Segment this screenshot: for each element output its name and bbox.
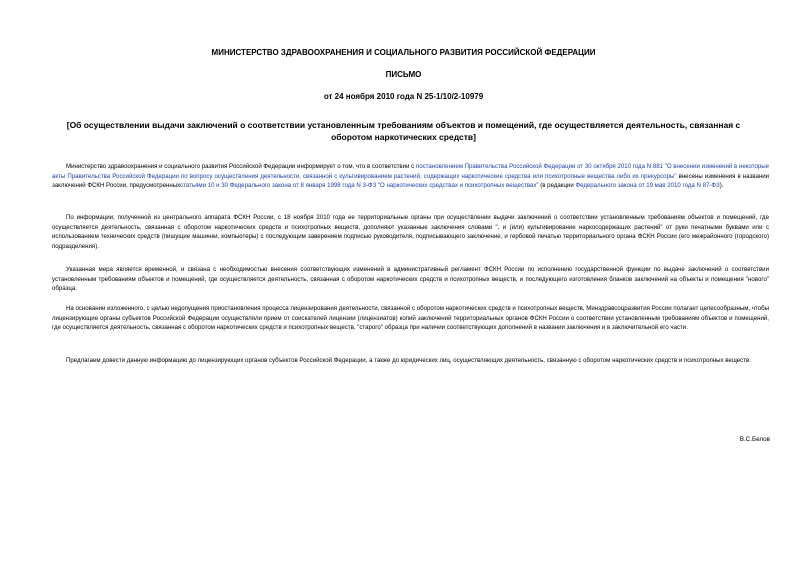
paragraph-3: Указанная мера является временной, и связана с необходимостью внесения соответствующих изменений в административный регламент ФСКН России по исполнению государственной функции по выдаче заключений о соответствии установленным требованиям объектов и помещений, где осуществляется деятельность, связанная с оборотом наркотических средств и психотропных веществ, и последующего изготовления бланков заключений на объекты и помещения "нового" образца. [52, 266, 769, 293]
ministry-heading: МИНИСТЕРСТВО ЗДРАВООХРАНЕНИЯ И СОЦИАЛЬНОГО РАЗВИТИЯ РОССИЙСКОЙ ФЕДЕРАЦИИ [211, 48, 596, 57]
paragraph-5: Предлагаем довести данную информацию до лицензирующих органов субъектов Российской Федерации, а также до юридических лиц, осуществляющих деятельность, связанную с оборотом наркотических средств и психотропных веществ. [66, 357, 751, 364]
decree-881-link[interactable]: постановлением Правительства Российской Федерации от 30 октября 2010 года N 881 "О внесении изменений в некоторые акты Правительства Российской Федерации по вопросу осуществления деятельности, связанной с культивированием растений, содержащих наркотические средства или психотропные вещества либо их прекурсоры" [52, 163, 769, 180]
document-type: ПИСЬМО [385, 70, 422, 79]
paragraph-1-text-b: внесены изменения в названии заключений ФСКН России, предусмотренных [52, 172, 770, 190]
law-87-fz-link[interactable]: Федерального закона от 19 мая 2010 года N 87-ФЗ [575, 182, 720, 190]
paragraph-2: По информации, полученной из центрального аппарата ФСКН России, с 18 ноября 2010 года ее территориальные органы при осуществлении выдачи заключений о соответствии установленным требованиям объектов и помещений, где осуществляется деятельность, связанная с оборотом наркотических средств и психотропных веществ, дополняют указанные заключения словами ", и (или) культивирование наркосодержащих растений" от руки печатными буквами или с использованием технических средств (пишущие машинки, компьютеры) с последующим заверением подписью руководителя, подписывающего заключение, и гербовой печатью территориального органа ФСКН России (его межрайонного (городского) подразделения). [52, 214, 769, 251]
paragraph-1-text-a: Министерство здравоохранения и социального развития Российской Федерации информирует о том, что в соответствии с [66, 163, 416, 170]
law-3-fz-link[interactable]: статьями 10 и 30 Федерального закона от 8 января 1998 года N 3-ФЗ "О наркотических средствах и психотропных веществах" [180, 182, 539, 190]
paragraph-1 [52, 162, 769, 191]
document-title: [Об осуществлении выдачи заключений о соответствии установленным требованиям объектов и помещений, где осуществляется деятельность, связанная с оборотом наркотических средств] [66, 120, 741, 142]
paragraph-4: На основании изложенного, с целью недопущения приостановления процесса лицензирования деятельности, связанной с оборотом наркотических средств и психотропных веществ, Минздравсоцразвития России полагает целесообразным, чтобы лицензирующие органы субъектов Российской Федерации осуществляли прием от соискателей лицензии (лицензиатов) копий заключений территориальных органов ФСКН России о соответствии установленным требованиям объектов и помещений, где осуществляется деятельность, связанная с оборотом наркотических средств и психотропных веществ, "старого" образца при наличии соответствующих дополнений в названии заключения и в заключительной его части. [52, 305, 769, 332]
document-date-number: от 24 ноября 2010 года N 25-1/10/2-10979 [323, 92, 484, 101]
paragraph-1-text-c: (в редакции [538, 182, 576, 190]
paragraph-1-text-d: ). [719, 182, 724, 190]
signature: В.С.Белов [739, 436, 770, 443]
